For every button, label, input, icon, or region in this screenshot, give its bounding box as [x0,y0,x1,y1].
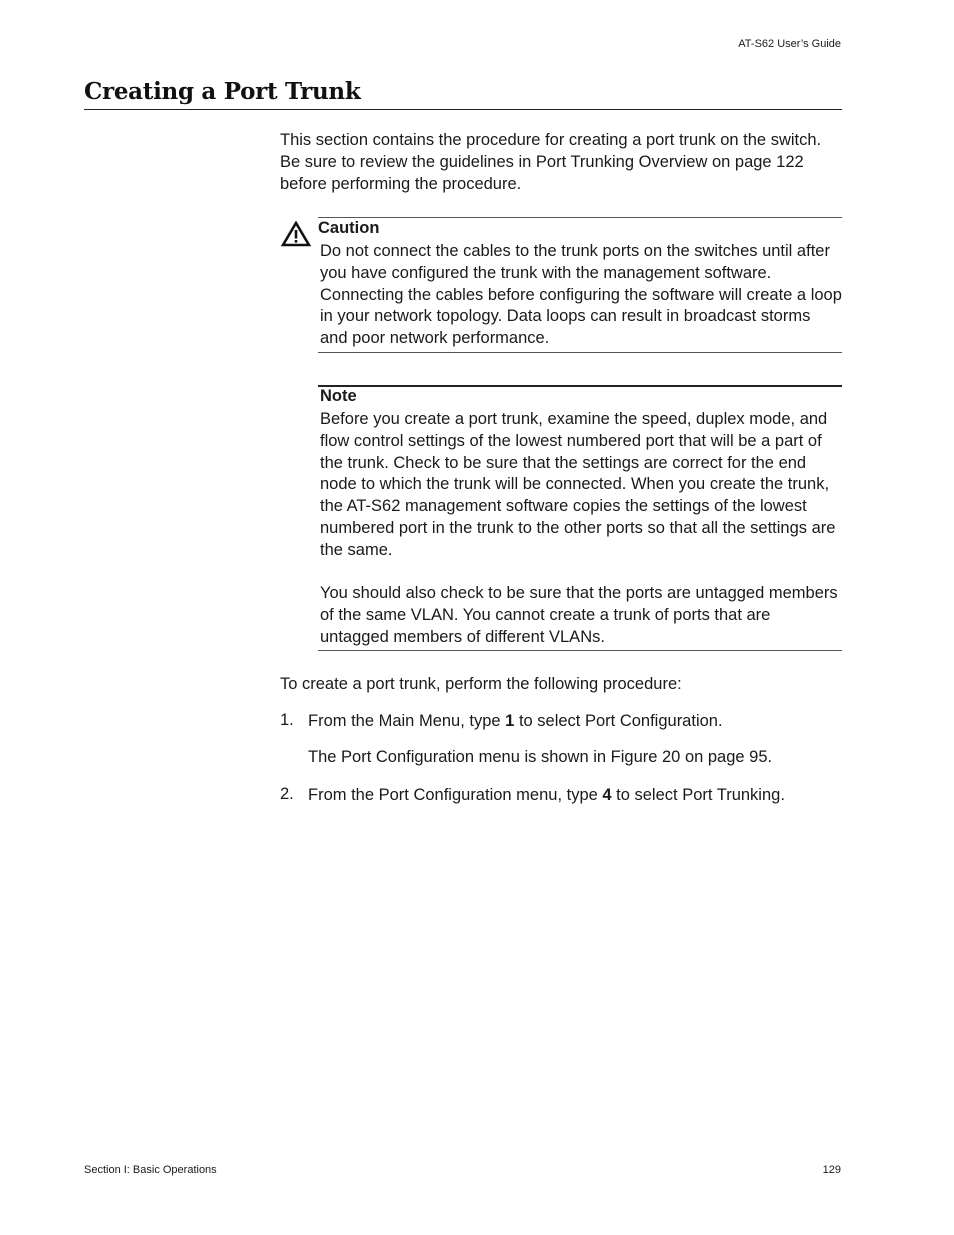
step-subtext: The Port Configuration menu is shown in Figure 20 on page 95. [308,748,773,766]
step-number: 2. [280,785,294,803]
intro-paragraph: This section contains the procedure for creating a port trunk on the switch. Be sure to review the guidelines in Port Trunking Overview on page 122 before performing the procedure. [280,131,822,193]
note-bottom-rule [318,650,842,651]
step-text-before: From the Main Menu, type [308,712,506,730]
step-text [308,785,785,807]
page-number: 129 [822,1164,841,1176]
note-label: Note [320,387,357,405]
step-number: 1. [280,711,294,729]
step-key: 4 [602,786,612,804]
note-text [320,409,842,649]
heading-rule [84,109,842,110]
step-text [308,711,723,733]
note-paragraph: Before you create a port trunk, examine the speed, duplex mode, and flow control settings of the lowest numbered port that will be a part of the trunk. Check to be sure that the settings are correct for the end node to which the trunk will be connected. When you create the trunk, the AT-S62 management software copies the settings of the lowest numbered port in the trunk to the other ports so that all the settings are the same. [320,410,836,559]
running-header: AT-S62 User’s Guide [738,38,841,50]
note-top-rule [318,385,842,387]
caution-bottom-rule [318,352,842,353]
caution-label: Caution [318,219,380,237]
step-text-after: to select Port Configuration. [514,712,723,730]
note-paragraph: You should also check to be sure that the ports are untagged members of the same VLAN. You cannot create a trunk of ports that are untagged members of different VLANs. [320,584,838,646]
section-heading: Creating a Port Trunk [84,78,361,105]
step-text-after: to select Port Trunking. [611,786,785,804]
step-key: 1 [505,712,515,730]
procedure-intro: To create a port trunk, perform the following procedure: [280,675,682,693]
caution-top-rule [318,217,842,218]
step-text-before: From the Port Configuration menu, type [308,786,603,804]
footer-section-label: Section I: Basic Operations [84,1164,217,1176]
warning-triangle-icon [281,221,311,247]
caution-text: Do not connect the cables to the trunk ports on the switches until after you have configured the trunk with the management software. Connecting the cables before configuring the software will create a loop in your network topology. Data loops can result in broadcast storms and poor network performance. [320,242,842,348]
